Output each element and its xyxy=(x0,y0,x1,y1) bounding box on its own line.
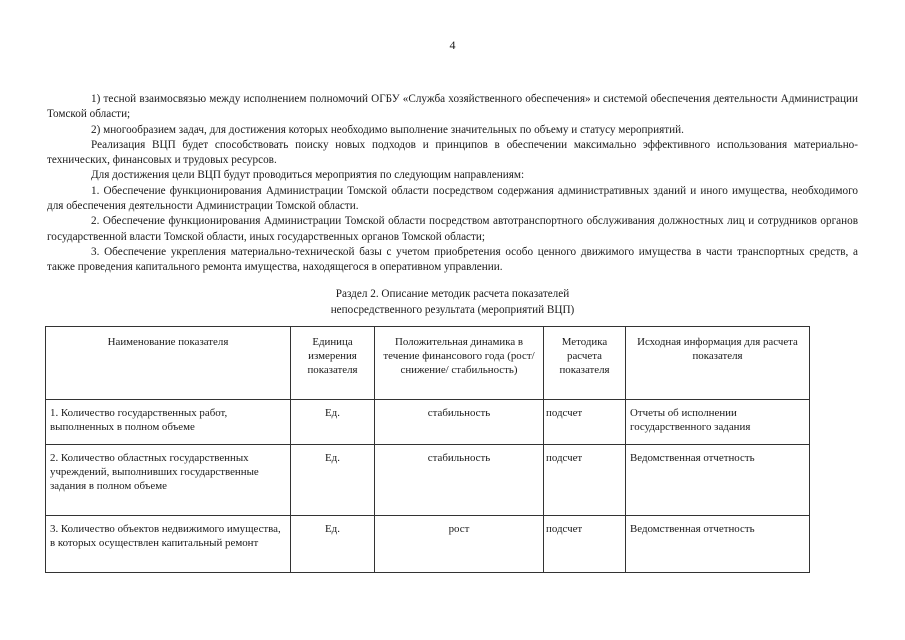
cell-method: подсчет xyxy=(544,516,626,573)
header-unit: Единица измерения показателя xyxy=(291,327,375,400)
cell-method: подсчет xyxy=(544,400,626,445)
cell-name: 1. Количество государственных работ, выполненных в полном объеме xyxy=(46,400,291,445)
header-source: Исходная информация для расчета показателя xyxy=(626,327,810,400)
paragraph: 1. Обеспечение функционирования Администрации Томской области посредством содержания административных зданий и иного имущества, необходимого для обеспечения деятельности Администрации Томской области. xyxy=(47,184,858,213)
table-row xyxy=(46,445,810,516)
paragraph: 2. Обеспечение функционирования Администрации Томской области посредством автотранспортного обслуживания должностных лиц и сотрудников органов государственной власти Томской области, иных государственных органов Томской области; xyxy=(47,215,858,243)
cell-source: Ведомственная отчетность xyxy=(626,516,810,573)
cell-source: Отчеты об исполнении государственного задания xyxy=(626,400,810,445)
cell-unit: Ед. xyxy=(291,400,375,445)
paragraph: Для достижения цели ВЦП будут проводиться мероприятия по следующим направлениям: xyxy=(91,169,525,182)
paragraph: 3. Обеспечение укрепления материально-технической базы с учетом приобретения особо ценного движимого имущества в части транспортных средств, а также проведения капитального ремонта имущества, находящегося в оперативном управлении. xyxy=(47,245,858,274)
paragraph: Реализация ВЦП будет способствовать поиску новых подходов и принципов в обеспечении максимально эффективного использования материально-технических, финансовых и трудовых ресурсов. xyxy=(47,138,858,167)
header-name: Наименование показателя xyxy=(46,327,291,400)
table-header-row xyxy=(46,327,810,400)
header-dynamics: Положительная динамика в течение финансового года (рост/снижение/ стабильность) xyxy=(375,327,544,400)
paragraph: 1) тесной взаимосвязью между исполнением полномочий ОГБУ «Служба хозяйственного обеспечения» и системой обеспечения деятельности Администрации Томской области; xyxy=(47,93,858,121)
cell-unit: Ед. xyxy=(291,445,375,516)
cell-dynamics: стабильность xyxy=(375,400,544,445)
header-method: Методика расчета показателя xyxy=(544,327,626,400)
table-row xyxy=(46,516,810,573)
cell-method: подсчет xyxy=(544,445,626,516)
section-title-line: непосредственного результата (мероприятий ВЦП) xyxy=(330,303,575,316)
cell-dynamics: стабильность xyxy=(375,445,544,516)
cell-dynamics: рост xyxy=(375,516,544,573)
section-title xyxy=(0,287,905,318)
section-title-line: Раздел 2. Описание методик расчета показателей xyxy=(335,288,570,300)
page-number: 4 xyxy=(449,38,456,52)
cell-source: Ведомственная отчетность xyxy=(626,445,810,516)
body-text xyxy=(47,92,858,276)
indicators-table xyxy=(45,326,810,573)
cell-unit: Ед. xyxy=(291,516,375,573)
paragraph: 2) многообразием задач, для достижения которых необходимо выполнение значительных по объему и статусу мероприятий. xyxy=(91,123,684,136)
table-row xyxy=(46,400,810,445)
cell-name: 3. Количество объектов недвижимого имущества, в которых осуществлен капитальный ремонт xyxy=(46,516,291,573)
cell-name: 2. Количество областных государственных учреждений, выполнивших государственные задания в полном объеме xyxy=(46,445,291,516)
